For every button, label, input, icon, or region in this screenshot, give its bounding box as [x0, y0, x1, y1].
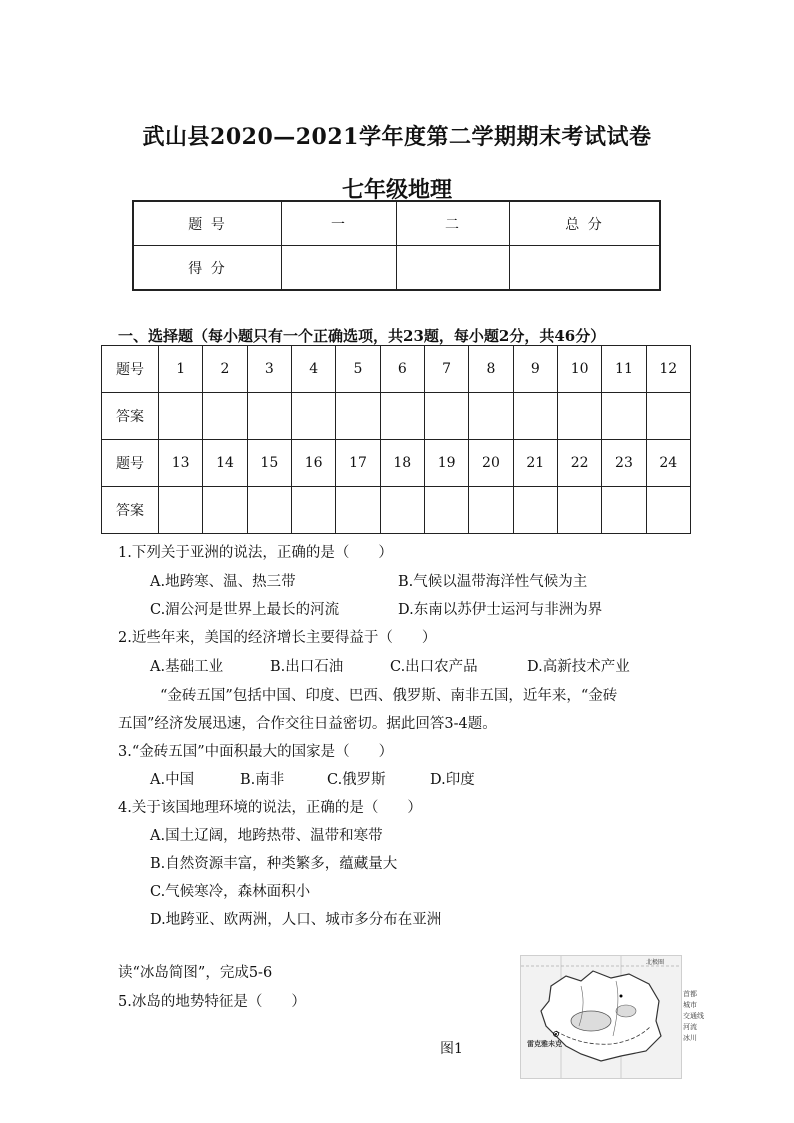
question-number: 4	[291, 346, 335, 393]
option-4a: A.国土辽阔，地跨热带、温带和寒带	[150, 828, 383, 844]
option-4b: B.自然资源丰富，种类繁多，蕴藏量大	[150, 856, 398, 872]
answer-table	[101, 345, 691, 534]
answer-cell[interactable]	[336, 393, 380, 440]
score-cell: 总 分	[510, 201, 661, 246]
answer-cell[interactable]	[203, 393, 247, 440]
answer-cell[interactable]	[557, 487, 601, 534]
reading-instruction: 读“冰岛简图”，完成5-6	[118, 965, 273, 981]
option-1b: B.气候以温带海洋性气候为主	[398, 574, 588, 590]
question-number: 19	[424, 440, 468, 487]
answer-cell[interactable]	[469, 487, 513, 534]
question-number: 2	[203, 346, 247, 393]
answer-table-qnum-row	[102, 440, 691, 487]
answer-cell[interactable]	[336, 487, 380, 534]
score-cell: 题 号	[133, 201, 282, 246]
question-number: 24	[646, 440, 690, 487]
option-4d: D.地跨亚、欧两洲，人口、城市多分布在亚洲	[150, 912, 442, 928]
question-number: 5	[336, 346, 380, 393]
score-table-score-row	[133, 246, 660, 291]
question-5: 5.冰岛的地势特征是（ ）	[118, 994, 306, 1010]
option-1d: D.东南以苏伊士运河与非洲为界	[398, 602, 603, 618]
map-label-capital: 雷克雅未克	[527, 1040, 562, 1048]
question-number: 7	[424, 346, 468, 393]
question-number: 1	[159, 346, 203, 393]
score-input-cell[interactable]	[510, 246, 661, 291]
legend-river: 河流	[683, 1023, 697, 1031]
map-label-arctic: 北极圈	[646, 959, 665, 966]
intro-paragraph-line2: 五国”经济发展迅速，合作交往日益密切。据此回答3-4题。	[118, 716, 497, 732]
question-number: 14	[203, 440, 247, 487]
answer-cell[interactable]	[646, 487, 690, 534]
answer-table-answer-row	[102, 393, 691, 440]
question-number: 9	[513, 346, 557, 393]
question-number: 16	[291, 440, 335, 487]
option-3c: C.俄罗斯	[327, 772, 386, 788]
question-number: 11	[602, 346, 646, 393]
option-1c: C.湄公河是世界上最长的河流	[150, 602, 340, 618]
answer-table-qnum-row	[102, 346, 691, 393]
question-number: 8	[469, 346, 513, 393]
legend-glacier: 冰川	[683, 1034, 697, 1042]
score-table	[132, 200, 661, 291]
option-2c: C.出口农产品	[390, 659, 478, 675]
row-label: 答案	[102, 487, 159, 534]
option-2b: B.出口石油	[270, 659, 344, 675]
option-2d: D.高新技术产业	[527, 659, 630, 675]
iceland-map	[520, 955, 704, 1079]
legend-capital: 首都	[683, 990, 697, 998]
question-number: 18	[380, 440, 424, 487]
question-4: 4.关于该国地理环境的说法，正确的是（ ）	[118, 800, 422, 816]
answer-cell[interactable]	[424, 487, 468, 534]
score-table-header-row	[133, 201, 660, 246]
score-input-cell[interactable]	[397, 246, 510, 291]
question-number: 6	[380, 346, 424, 393]
question-number: 3	[247, 346, 291, 393]
score-cell: 二	[397, 201, 510, 246]
question-number: 20	[469, 440, 513, 487]
option-4c: C.气候寒冷，森林面积小	[150, 884, 311, 900]
row-label: 答案	[102, 393, 159, 440]
question-number: 17	[336, 440, 380, 487]
exam-subtitle: 七年级地理	[341, 177, 452, 203]
question-3: 3.“金砖五国”中面积最大的国家是（ ）	[118, 744, 394, 760]
question-number: 23	[602, 440, 646, 487]
option-1a: A.地跨寒、温、热三带	[150, 574, 296, 590]
row-label: 题号	[102, 346, 159, 393]
answer-cell[interactable]	[247, 393, 291, 440]
answer-cell[interactable]	[513, 393, 557, 440]
answer-cell[interactable]	[646, 393, 690, 440]
exam-title: 武山县2020—2021学年度第二学期期末考试试卷	[142, 124, 652, 150]
option-3d: D.印度	[430, 772, 475, 788]
score-cell: 一	[282, 201, 397, 246]
answer-cell[interactable]	[602, 487, 646, 534]
answer-cell[interactable]	[602, 393, 646, 440]
answer-table-answer-row	[102, 487, 691, 534]
row-label: 题号	[102, 440, 159, 487]
answer-cell[interactable]	[380, 487, 424, 534]
question-number: 13	[159, 440, 203, 487]
answer-cell[interactable]	[159, 487, 203, 534]
iceland-map-graphic	[521, 956, 681, 1078]
answer-cell[interactable]	[424, 393, 468, 440]
score-cell: 得 分	[133, 246, 282, 291]
answer-cell[interactable]	[557, 393, 601, 440]
question-number: 12	[646, 346, 690, 393]
figure-caption: 图1	[440, 1041, 463, 1057]
question-number: 15	[247, 440, 291, 487]
legend-transport: 交通线	[683, 1012, 704, 1020]
legend-city: 城市	[683, 1001, 697, 1009]
answer-cell[interactable]	[159, 393, 203, 440]
intro-paragraph-line1: “金砖五国”包括中国、印度、巴西、俄罗斯、南非五国，近年来，“金砖	[160, 688, 618, 704]
answer-cell[interactable]	[291, 487, 335, 534]
answer-cell[interactable]	[247, 487, 291, 534]
answer-cell[interactable]	[203, 487, 247, 534]
answer-cell[interactable]	[513, 487, 557, 534]
section-title: 一、选择题（每小题只有一个正确选项，共23题，每小题2分，共46分）	[118, 327, 606, 345]
question-2: 2.近些年来，美国的经济增长主要得益于（ ）	[118, 630, 437, 646]
question-number: 21	[513, 440, 557, 487]
question-1: 1.下列关于亚洲的说法，正确的是（ ）	[118, 545, 393, 561]
question-number: 10	[557, 346, 601, 393]
option-2a: A.基础工业	[150, 659, 224, 675]
question-number: 22	[557, 440, 601, 487]
option-3b: B.南非	[240, 772, 285, 788]
answer-cell[interactable]	[380, 393, 424, 440]
option-3a: A.中国	[150, 772, 195, 788]
answer-cell[interactable]	[291, 393, 335, 440]
score-input-cell[interactable]	[282, 246, 397, 291]
answer-cell[interactable]	[469, 393, 513, 440]
